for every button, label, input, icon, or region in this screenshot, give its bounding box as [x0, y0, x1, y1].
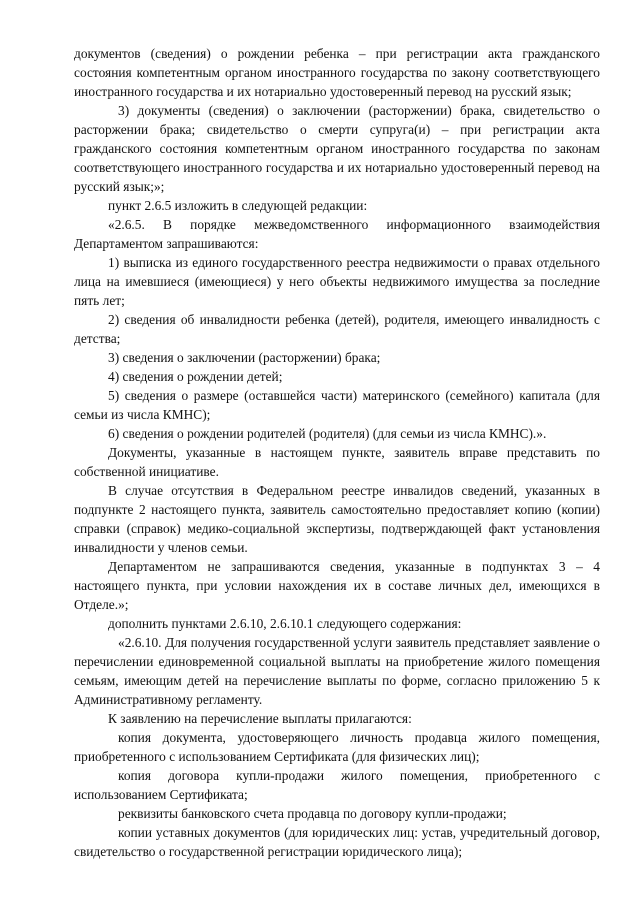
paragraph-13: Департаментом не запрашиваются сведения, указанные в подпунктах 3 – 4 настоящего пункта, при условии нахождения их в составе личных дел, имеющихся в Отделе.»;: [74, 559, 600, 612]
paragraph-4: «2.6.5. В порядке межведомственного информационного взаимодействия Департаментом запрашиваются:: [74, 217, 600, 251]
paragraph-7: 3) сведения о заключении (расторжении) брака;: [108, 350, 381, 365]
paragraph-12: В случае отсутствия в Федеральном реестре инвалидов сведений, указанных в подпункте 2 настоящего пункта, заявитель самостоятельно предоставляет копию (копии) справки (справок) медико-социальной экспертизы, подтверждающей факт установления инвалидности у членов семьи.: [74, 483, 600, 555]
paragraph-3: пункт 2.6.5 изложить в следующей редакции:: [108, 198, 368, 213]
paragraph-15: «2.6.10. Для получения государственной услуги заявитель представляет заявление о перечислении единовременной социальной выплаты на приобретение жилого помещения семьям, имеющим детей на перечисление выплаты по форме, согласно приложению 5 к Административному регламенту.: [74, 635, 600, 707]
paragraph-10: 6) сведения о рождении родителей (родителя) (для семьи из числа КМНС).».: [108, 426, 547, 441]
paragraph-14: дополнить пунктами 2.6.10, 2.6.10.1 следующего содержания:: [108, 616, 462, 631]
paragraph-19: реквизиты банковского счета продавца по договору купли-продажи;: [118, 806, 507, 821]
paragraph-16: К заявлению на перечисление выплаты прилагаются:: [108, 711, 412, 726]
paragraph-9: 5) сведения о размере (оставшейся части) материнского (семейного) капитала (для семьи из числа КМНС);: [74, 388, 600, 422]
paragraph-1: документов (сведения) о рождении ребенка – при регистрации акта гражданского состояния компетентным органом иностранного государства по закону соответствующего иностранного государства и их нотариально удостоверенный перевод на русский язык;: [74, 46, 600, 99]
paragraph-8: 4) сведения о рождении детей;: [108, 369, 283, 384]
paragraph-18: копия договора купли-продажи жилого помещения, приобретенного с использованием Сертификата;: [74, 768, 600, 802]
paragraph-17: копия документа, удостоверяющего личность продавца жилого помещения, приобретенного с использованием Сертификата (для физических лиц);: [74, 730, 600, 764]
paragraph-20: копии уставных документов (для юридических лиц: устав, учредительный договор, свидетельство о государственной регистрации юридического лица);: [74, 825, 600, 859]
paragraph-2: 3) документы (сведения) о заключении (расторжении) брака, свидетельство о расторжении брака; свидетельство о смерти супруга(и) – при регистрации акта гражданского состояния компетентным органом иностранного государства по законам соответствующего иностранного государства и их нотариально удостоверенный перевод на русский язык;»;: [74, 103, 600, 194]
paragraph-5: 1) выписка из единого государственного реестра недвижимости о правах отдельного лица на имевшиеся (имеющиеся) у него объекты недвижимого имущества за последние пять лет;: [74, 255, 600, 308]
paragraph-6: 2) сведения об инвалидности ребенка (детей), родителя, имеющего инвалидность с детства;: [74, 312, 600, 346]
document-page: [74, 44, 600, 861]
paragraph-11: Документы, указанные в настоящем пункте, заявитель вправе представить по собственной инициативе.: [74, 445, 600, 479]
